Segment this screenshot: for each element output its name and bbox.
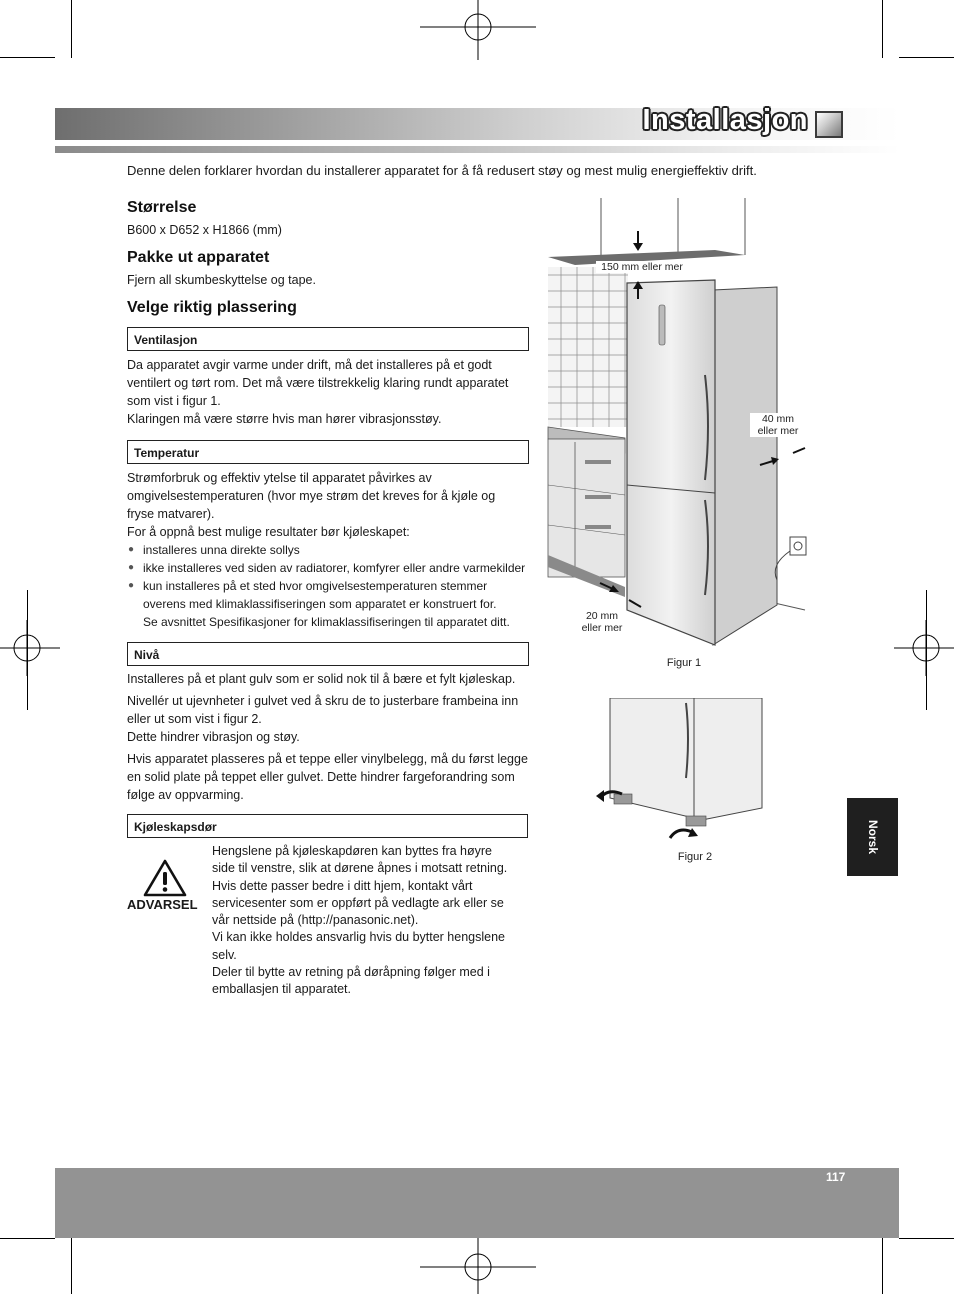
registration-mark-right bbox=[894, 620, 954, 676]
crop-mark-top-right-v bbox=[882, 0, 883, 58]
temperature-line: Strømforbruk og effektiv ytelse til apparatet påvirkes av bbox=[127, 471, 432, 485]
ventilation-line: ventilert og tørt rom. Det må være tilstrekkelig klaring rundt apparatet bbox=[127, 376, 509, 390]
bullet-icon: ● bbox=[128, 562, 135, 573]
temperature-heading: Temperatur bbox=[127, 440, 529, 464]
level-line: Dette hindrer vibrasjon og støy. bbox=[127, 730, 300, 744]
door-line: vår nettside på (http://panasonic.net). bbox=[212, 913, 419, 928]
level-heading: Nivå bbox=[127, 642, 529, 666]
crop-mark-bottom-right-h bbox=[899, 1238, 954, 1239]
level-line: eller ut som vist i figur 2. bbox=[127, 712, 262, 726]
unpack-text: Fjern all skumbeskyttelse og tape. bbox=[127, 273, 316, 287]
door-line: Vi kan ikke holdes ansvarlig hvis du bytter hengslene bbox=[212, 930, 505, 945]
ventilation-heading: Ventilasjon bbox=[127, 327, 529, 351]
ventilation-text bbox=[127, 356, 537, 428]
list-item: ● installeres unna direkte sollys bbox=[128, 543, 300, 557]
level-line: Hvis apparatet plasseres på et teppe eller vinylbelegg, må du først legge bbox=[127, 752, 528, 766]
temperature-line: fryse matvarer). bbox=[127, 507, 215, 521]
page-title: Installasjon bbox=[642, 104, 808, 136]
door-line: side til venstre, slik at dørene åpnes i motsatt retning. bbox=[212, 861, 508, 876]
crop-mark-bottom-left-h bbox=[0, 1238, 55, 1239]
side-clearance-label bbox=[750, 413, 806, 437]
door-line: emballasjen til apparatet. bbox=[212, 982, 351, 997]
temperature-line: For å oppnå best mulige resultater bør kjøleskapet: bbox=[127, 525, 410, 539]
level-line: følge av oppvarming. bbox=[127, 788, 244, 802]
level-paragraph-2 bbox=[127, 692, 537, 746]
size-heading: Størrelse bbox=[127, 199, 197, 216]
top-clearance-label: 150 mm eller mer bbox=[596, 261, 688, 273]
figure-1-caption: Figur 1 bbox=[666, 657, 702, 669]
unpack-heading: Pakke ut apparatet bbox=[127, 249, 270, 266]
level-paragraph-1: Installeres på et plant gulv som er solid nok til å bære et fylt kjøleskap. bbox=[127, 672, 516, 686]
bottom-clearance-line-2: eller mer bbox=[581, 622, 623, 634]
page-number: 117 bbox=[826, 1170, 846, 1184]
level-line: Nivellér ut ujevnheter i gulvet ved å skru de to justerbare frambeina inn bbox=[127, 694, 519, 708]
door-line: Hvis dette passer bedre i ditt hjem, kontakt vårt bbox=[212, 878, 473, 893]
bottom-clearance-label bbox=[574, 610, 630, 634]
list-item: ● kun installeres på et sted hvor omgivelsestemperaturen stemmer bbox=[128, 579, 488, 593]
crop-mark-top-left-v bbox=[71, 0, 72, 58]
bottom-clearance-line-1: 20 mm bbox=[585, 610, 619, 622]
registration-mark-left bbox=[0, 620, 60, 676]
crop-mark-top-left-h bbox=[0, 57, 55, 58]
crop-mark-top-right-h bbox=[899, 57, 954, 58]
temperature-line: omgivelsestemperaturen (hvor mye strøm det kreves for å kjøle og bbox=[127, 489, 496, 503]
title-square-icon bbox=[815, 111, 843, 138]
temperature-text bbox=[127, 469, 537, 541]
registration-mark-bottom bbox=[420, 1234, 536, 1294]
temperature-bullet-list bbox=[127, 541, 537, 631]
list-item-continuation: Se avsnittet Spesifikasjoner for klimaklassifiseringen til apparatet ditt. bbox=[143, 615, 510, 629]
placement-heading: Velge riktig plassering bbox=[127, 299, 297, 316]
door-line: Deler til bytte av retning på døråpning følger med i bbox=[212, 965, 490, 980]
intro-text: Denne delen forklarer hvordan du installerer apparatet for å få redusert støy og mest mulig energieffektiv drift. bbox=[127, 163, 757, 178]
ventilation-line: som vist i figur 1. bbox=[127, 394, 221, 408]
warning-label: ADVARSEL bbox=[127, 897, 198, 912]
crop-mark-bottom-right-v bbox=[882, 1238, 883, 1294]
door-line: selv. bbox=[212, 947, 237, 962]
title-underline bbox=[55, 146, 900, 153]
figure-2-illustration bbox=[590, 698, 770, 848]
size-value: B600 x D652 x H1866 (mm) bbox=[127, 223, 282, 237]
bullet-icon: ● bbox=[128, 580, 135, 591]
list-item-continuation: overens med klimaklassifiseringen som apparatet er konstruert for. bbox=[143, 597, 497, 611]
list-item: ● ikke installeres ved siden av radiatorer, komfyrer eller andre varmekilder bbox=[128, 561, 526, 575]
footer-band bbox=[55, 1168, 899, 1238]
door-line: servicesenter som er oppført på vedlagte ark eller se bbox=[212, 895, 504, 910]
side-clearance-line-1: 40 mm bbox=[761, 413, 795, 425]
door-text bbox=[212, 843, 532, 999]
warning-triangle-icon bbox=[142, 858, 188, 898]
door-heading: Kjøleskapsdør bbox=[127, 814, 528, 838]
language-tab bbox=[847, 798, 898, 876]
ventilation-line: Da apparatet avgir varme under drift, må det installeres på et godt bbox=[127, 358, 492, 372]
language-tab-label: Norsk bbox=[866, 819, 880, 854]
level-paragraph-3 bbox=[127, 750, 537, 804]
figure-2-caption: Figur 2 bbox=[677, 851, 713, 863]
level-line: en solid plate på teppet eller gulvet. Dette hindrer fargeforandring som bbox=[127, 770, 515, 784]
bullet-icon: ● bbox=[128, 544, 135, 555]
door-line: Hengslene på kjøleskapdøren kan byttes fra høyre bbox=[212, 844, 492, 858]
registration-mark-top bbox=[420, 0, 536, 60]
crop-mark-bottom-left-v bbox=[71, 1238, 72, 1294]
ventilation-line: Klaringen må være større hvis man hører vibrasjonsstøy. bbox=[127, 412, 442, 426]
side-clearance-line-2: eller mer bbox=[757, 425, 799, 437]
